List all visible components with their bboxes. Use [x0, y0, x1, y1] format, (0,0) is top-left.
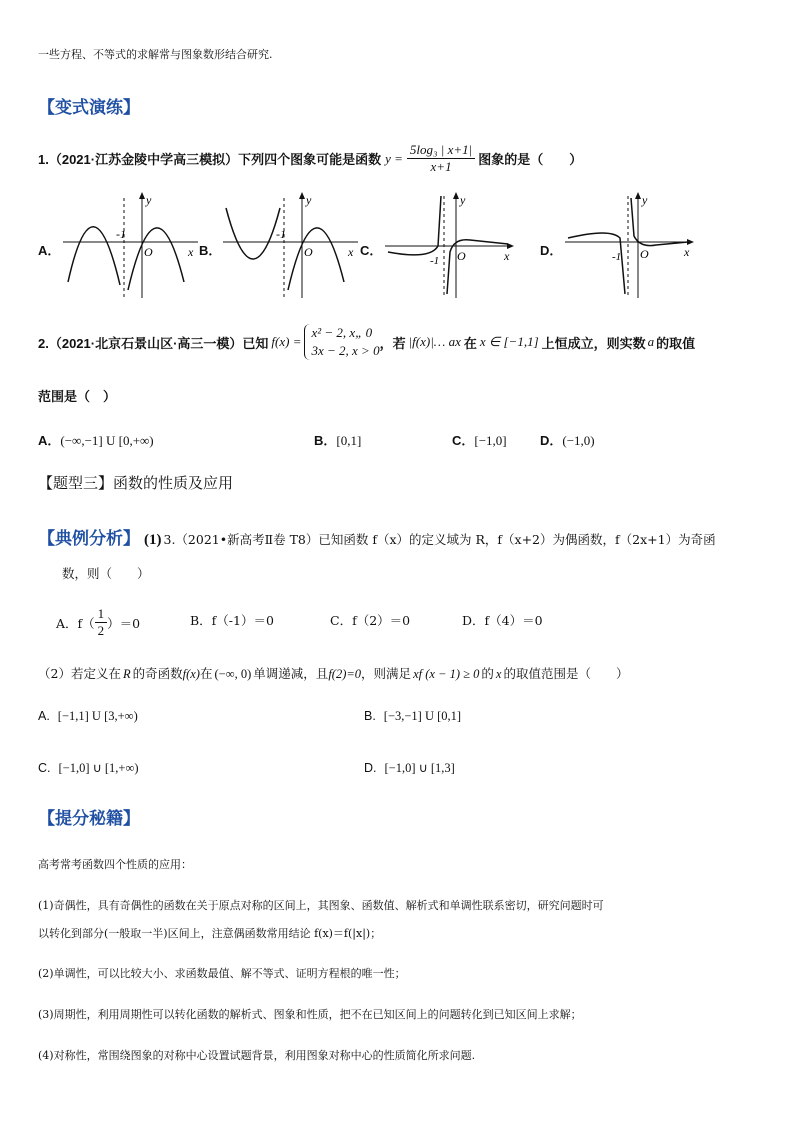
fraction-denominator: 2	[97, 623, 105, 638]
stem-part: 的奇函数	[132, 666, 183, 681]
stem-part: ，则满足	[361, 666, 412, 681]
ex2-option-b	[364, 708, 461, 724]
section-header-variant-practice: 【变式演练】	[38, 98, 140, 118]
ex1-option-c: C．f（2）＝0	[330, 613, 411, 628]
option-fraction	[95, 606, 108, 639]
stem-part: 的取值范围是（ ）	[503, 666, 629, 681]
question-2-fx: f(x) =	[271, 334, 302, 349]
option-label: A．f（	[56, 615, 95, 631]
question-2-line2: 范围是（ ）	[38, 389, 117, 404]
option-label-b: B．	[199, 243, 222, 258]
example-1-text: 3.（2021•新高考Ⅱ卷 T8）已知函数 f（x）的定义域为 R，f（x+2）为偶函数，f（2x+1）为奇函	[163, 532, 716, 547]
minus-one-label: -1	[116, 227, 126, 241]
axis-y-label: y	[306, 193, 312, 207]
question-1-fraction	[407, 142, 475, 175]
ex2-option-d	[364, 760, 455, 776]
option-label-a: A．	[38, 243, 61, 258]
axis-x-label: x	[188, 245, 194, 259]
option-label: C.	[38, 761, 51, 775]
axis-x-label: x	[504, 249, 510, 263]
intro-line: 一些方程、不等式的求解常与图象数形结合研究.	[38, 48, 273, 61]
example-analysis-header: 【典例分析】	[38, 529, 140, 549]
stem-math: f(2)=0	[328, 667, 362, 681]
tip-2: (2)单调性，可以比较大小、求函数最值、解不等式、证明方程根的唯一性；	[38, 967, 406, 980]
option-label: B．	[314, 433, 337, 448]
option-label: A.	[38, 709, 50, 723]
stem-math: x	[495, 667, 502, 681]
tips-intro: 高考常考函数四个性质的应用：	[38, 858, 192, 871]
minus-one-label: -1	[276, 227, 286, 241]
option-label: D.	[364, 761, 377, 775]
question-2-suffix: 上恒成立，则实数	[541, 335, 646, 351]
minus-one-label: -1	[612, 251, 622, 263]
q2-option-b	[314, 430, 361, 449]
origin-label: O	[144, 245, 153, 259]
option-label-c: C．	[360, 243, 383, 258]
section-header-tips: 【提分秘籍】	[38, 809, 140, 829]
ex1-option-d: D．f（4）＝0	[462, 613, 543, 628]
piece-1: x² − 2, x„ 0	[311, 325, 373, 340]
option-text: [0,1]	[336, 433, 362, 448]
option-label-d: D．	[540, 243, 563, 258]
graph-option-a	[58, 190, 203, 302]
stem-math: xf (x − 1) ≥ 0	[413, 667, 480, 681]
axis-y-label: y	[642, 193, 648, 207]
stem-math: (−∞, 0)	[214, 667, 252, 681]
q2-option-c	[452, 430, 507, 449]
example-1-marker: (1)	[144, 532, 162, 548]
option-text: [−1,0] ∪ [1,3]	[384, 761, 455, 775]
ex1-option-b: B．f（-1）＝0	[190, 613, 274, 628]
stem-math: R	[122, 667, 131, 681]
q2-option-d	[540, 430, 595, 449]
question-1-y-eq: y =	[385, 150, 403, 166]
origin-label: O	[640, 247, 649, 261]
question-1-stem	[38, 142, 582, 175]
question-2-stem	[38, 324, 695, 360]
axis-x-label: x	[684, 245, 690, 259]
question-2-prefix: 2.（2021·北京石景山区·高三一模）已知	[38, 335, 269, 351]
stem-part: 在	[199, 666, 213, 681]
stem-part: 的	[481, 666, 494, 681]
question-2-mid2: 在	[463, 335, 477, 351]
origin-label: O	[304, 245, 313, 259]
option-text: [−1,0] ∪ [1,+∞)	[58, 761, 139, 775]
option-text: (−1,0)	[562, 433, 595, 448]
fraction-numerator: 5log₃ | x+1|	[407, 142, 475, 159]
option-label: C．	[452, 433, 475, 448]
option-label: D．	[540, 433, 563, 448]
option-text: [−1,1] U [3,+∞)	[57, 709, 138, 723]
example-1-line1	[38, 524, 716, 549]
graph-option-c	[380, 190, 520, 302]
option-text: [−3,−1] U [0,1]	[383, 709, 462, 723]
axis-y-label: y	[460, 193, 466, 207]
ex2-option-a	[38, 708, 138, 724]
option-text: [−1,0]	[474, 433, 507, 448]
stem-part: （2）若定义在	[38, 666, 121, 681]
fraction-numerator: 1	[95, 606, 108, 623]
example-2-stem	[38, 664, 628, 682]
question-2-domain: x ∈ [−1,1]	[479, 334, 539, 349]
piece-2: 3x − 2, x > 0	[311, 343, 380, 358]
graph-option-d	[560, 190, 700, 302]
stem-part: 单调递减，且	[253, 666, 329, 681]
tip-3: (3)周期性，利用周期性可以转化函数的解析式、图象和性质，把不在已知区间上的问题转化到已知区间上求解；	[38, 1008, 582, 1021]
q2-option-a	[38, 430, 154, 449]
option-label: B.	[364, 709, 376, 723]
section-header-type-three: 【题型三】函数的性质及应用	[38, 474, 234, 492]
axis-y-label: y	[146, 193, 152, 207]
question-1-prefix: 1.（2021·江苏金陵中学高三模拟）下列四个图象可能是函数	[38, 152, 382, 167]
question-2-mid: ，若	[379, 335, 406, 351]
option-text: (−∞,−1] U [0,+∞)	[60, 433, 154, 448]
tip-1-line-2: 以转化到部分(一般取一半)区间上，注意偶函数常用结论 f(x)＝f(|x|)；	[38, 927, 382, 940]
question-2-var-a: a	[647, 334, 655, 349]
origin-label: O	[457, 249, 466, 263]
tip-4: (4)对称性，常围绕图象的对称中心设置试题背景，利用图象对称中心的性质简化所求问题.	[38, 1049, 476, 1062]
tip-1-line-1: (1)奇偶性，具有奇偶性的函数在关于原点对称的区间上，其图象、函数值、解析式和单调性联系密切，研究问题时可	[38, 899, 604, 912]
axis-x-label: x	[348, 245, 354, 259]
option-rest: ）＝0	[107, 615, 141, 631]
stem-math: f(x)	[182, 667, 200, 681]
fraction-denominator: x+1	[430, 159, 452, 174]
graph-option-b	[218, 190, 363, 302]
ex2-option-c	[38, 760, 139, 776]
option-label: A．	[38, 433, 61, 448]
example-1-line2: 数，则（ ）	[62, 566, 150, 581]
question-1-suffix: 图象的是（ ）	[478, 152, 583, 167]
question-2-suffix2: 的取值	[656, 335, 696, 351]
piecewise-definition	[304, 324, 379, 360]
question-2-abs-expr: |f(x)|… ax	[408, 334, 461, 349]
minus-one-label: -1	[430, 255, 440, 267]
ex1-option-a	[56, 606, 140, 639]
